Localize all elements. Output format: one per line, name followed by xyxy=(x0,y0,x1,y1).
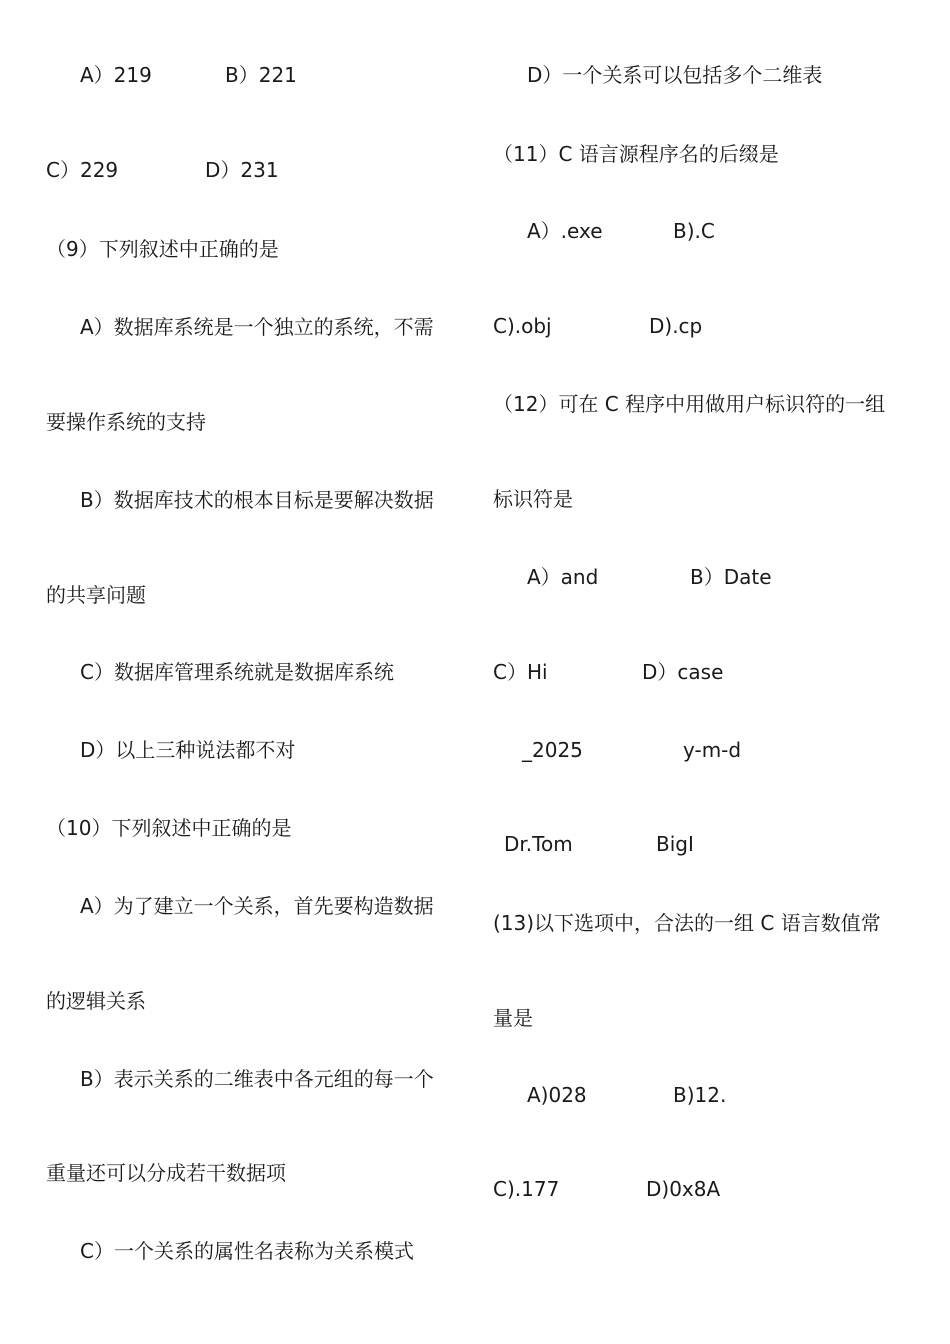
q12-stem-line1: （12）可在 C 程序中用做用户标识符的一组 xyxy=(493,392,886,416)
q9-stem: （9）下列叙述中正确的是 xyxy=(46,237,279,261)
q10-option-a-line2: 的逻辑关系 xyxy=(46,989,146,1013)
q12-stem-line2: 标识符是 xyxy=(493,487,573,511)
q12-row2-right: y-m-d xyxy=(683,738,742,762)
q12-row2-left: _2025 xyxy=(522,738,583,762)
q12-option-b: B）Date xyxy=(690,565,772,589)
q12-option-d: D）case xyxy=(642,660,724,684)
q13-option-d: D)0x8A xyxy=(646,1177,721,1201)
q10-option-a-line1: A）为了建立一个关系，首先要构造数据 xyxy=(80,894,434,918)
q10-stem: （10）下列叙述中正确的是 xyxy=(46,816,292,840)
q12-row3-left: Dr.Tom xyxy=(504,832,573,856)
q13-option-b: B)12. xyxy=(673,1083,727,1107)
q9-option-d: D）以上三种说法都不对 xyxy=(80,738,296,762)
q11-option-d: D).cp xyxy=(649,314,703,338)
q13-stem-line1: (13)以下选项中，合法的一组 C 语言数值常 xyxy=(493,911,881,935)
q10-option-c: C）一个关系的属性名表称为关系模式 xyxy=(80,1239,414,1263)
q9-option-c: C）数据库管理系统就是数据库系统 xyxy=(80,660,394,684)
q12-option-a: A）and xyxy=(527,565,599,589)
q11-option-c: C).obj xyxy=(493,314,552,338)
q13-stem-line2: 量是 xyxy=(493,1006,533,1030)
q12-row3-right: BigI xyxy=(656,832,694,856)
q9-option-a-line2: 要操作系统的支持 xyxy=(46,410,206,434)
q10-option-b-line2: 重量还可以分成若干数据项 xyxy=(46,1161,286,1185)
q8-option-b: B）221 xyxy=(225,63,297,87)
q10-option-b-line1: B）表示关系的二维表中各元组的每一个 xyxy=(80,1067,434,1091)
q8-option-d: D）231 xyxy=(205,158,279,182)
q11-option-b: B).C xyxy=(673,219,715,243)
q13-option-a: A)028 xyxy=(527,1083,587,1107)
q10-option-d: D）一个关系可以包括多个二维表 xyxy=(527,63,823,87)
q9-option-b-line2: 的共享问题 xyxy=(46,583,146,607)
q11-option-a: A）.exe xyxy=(527,219,603,243)
q12-option-c: C）Hi xyxy=(493,660,548,684)
q8-option-c: C）229 xyxy=(46,158,119,182)
q9-option-b-line1: B）数据库技术的根本目标是要解决数据 xyxy=(80,488,434,512)
q9-option-a-line1: A）数据库系统是一个独立的系统，不需 xyxy=(80,315,434,339)
q8-option-a: A）219 xyxy=(80,63,152,87)
q11-stem: （11）C 语言源程序名的后缀是 xyxy=(493,142,779,166)
q13-option-c: C).177 xyxy=(493,1177,560,1201)
